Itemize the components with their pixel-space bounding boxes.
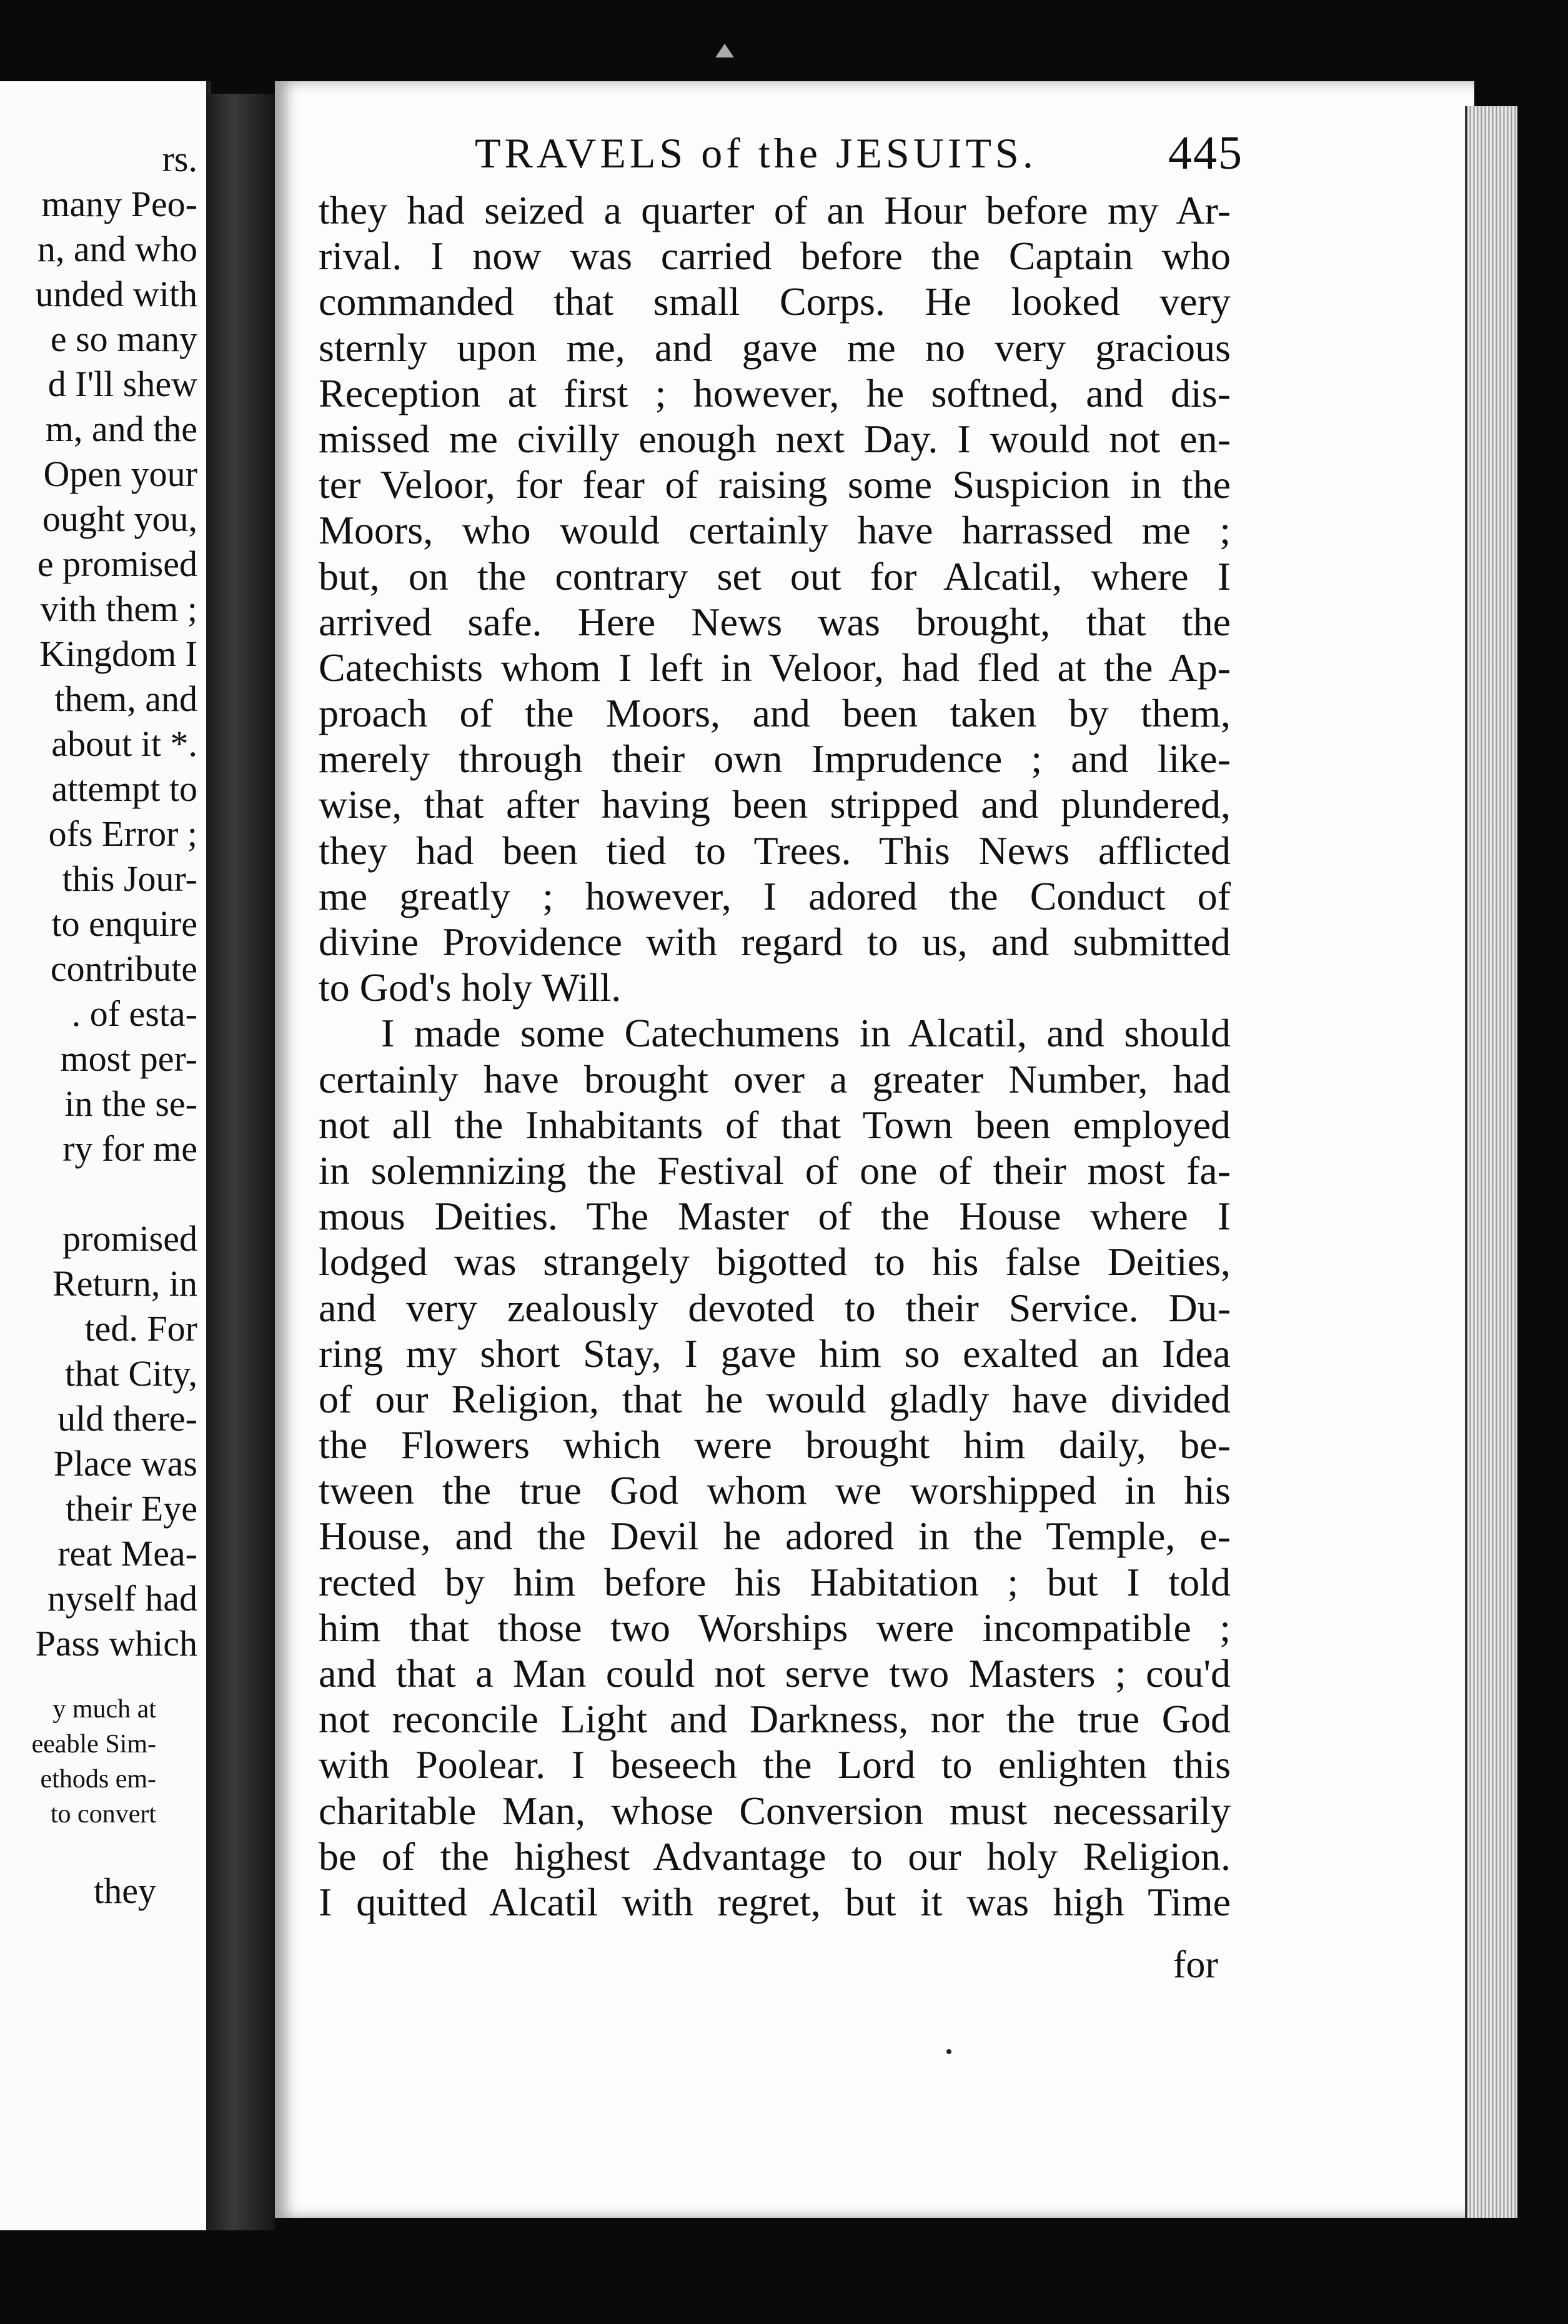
body-line: merely through their own Imprudence ; and like- [319,737,1231,782]
left-page-footnote-line: to convert [50,1800,156,1829]
left-page-line: Return, in [52,1263,197,1304]
body-line: but, on the contrary set out for Alcatil, where I [319,554,1231,598]
left-page-line: ofs Error ; [48,813,197,854]
ink-speck [946,2049,951,2054]
body-line: proach of the Moors, and been taken by them, [319,691,1231,736]
body-line: rival. I now was carried before the Captain who [319,234,1231,279]
body-line: they had been tied to Trees. This News afflicted [319,828,1231,873]
left-page-line: that City, [64,1353,197,1394]
catchword: for [1173,1944,1218,1986]
left-page-line: their Eye [66,1488,197,1529]
left-page-line: n, and who [37,229,197,269]
left-page-line: most per- [60,1038,197,1079]
body-line: not reconcile Light and Darkness, nor the true God [319,1697,1231,1742]
left-page-footnote-line: eeable Sim- [31,1730,156,1759]
body-line: commanded that small Corps. He looked very [319,279,1231,324]
body-line: I quitted Alcatil with regret, but it was high Time [319,1879,1231,1924]
body-line: the Flowers which were brought him daily, be- [319,1423,1231,1467]
body-line: divine Providence with regard to us, and submitted [319,920,1231,964]
left-page-line: about it *. [51,723,197,764]
left-page-line: rs. [162,139,197,179]
running-header [475,125,1243,181]
left-page-catchword: they [94,1870,156,1911]
left-page-line: nyself had [47,1578,197,1619]
left-page-fragment [0,81,211,2230]
left-page-line: ry for me [62,1128,197,1169]
body-line: rected by him before his Habitation ; but I told [319,1559,1231,1604]
left-page-line: promised [62,1218,197,1259]
body-line: they had seized a quarter of an Hour before my Ar- [319,188,1231,232]
body-line: House, and the Devil he adored in the Temple, e- [319,1514,1231,1559]
body-line: not all the Inhabitants of that Town been employed [319,1102,1231,1147]
left-page-line: in the se- [64,1083,197,1124]
body-line: and very zealously devoted to their Service. Du- [319,1285,1231,1330]
left-page-line: ted. For [84,1308,197,1349]
left-page-footnote-line: y much at [52,1695,156,1724]
body-line: ter Veloor, for fear of raising some Suspicion in the [319,462,1231,507]
body-line: be of the highest Advantage to our holy Religion. [319,1834,1231,1879]
body-line: Reception at first ; however, he softned, and dis- [319,370,1231,415]
body-line: with Poolear. I beseech the Lord to enlighten this [319,1742,1231,1787]
body-line: Catechists whom I left in Veloor, had fled at the Ap- [319,645,1231,690]
left-page-line: d I'll shew [47,364,197,404]
left-page-line: reat Mea- [57,1533,197,1574]
body-line: to God's holy Will. [319,965,622,1010]
left-page-line: . of esta- [71,993,197,1034]
left-page-line: Kingdom I [39,633,197,674]
left-page-line: e promised [37,544,197,584]
body-line: arrived safe. Here News was brought, that the [319,599,1231,644]
body-line: of our Religion, that he would gladly have divided [319,1376,1231,1421]
page-edges [1465,106,1517,2218]
left-page-line: contribute [50,948,197,989]
left-page-line: this Jour- [62,858,197,899]
body-text [319,187,1231,1925]
page-number: 445 [1168,127,1243,179]
body-line: tween the true God whom we worshipped in his [319,1468,1231,1513]
left-page-line: to enquire [51,903,197,944]
body-line: Moors, who would certainly have harrassed me ; [319,508,1231,553]
body-line: me greatly ; however, I adored the Conduct of [319,873,1231,918]
left-page-line: Place was [53,1443,197,1484]
body-line: mous Deities. The Master of the House where I [319,1194,1231,1239]
body-line: missed me civilly enough next Day. I would not en- [319,416,1231,461]
book-gutter [206,94,275,2230]
body-line: sternly upon me, and gave me no very gracious [319,325,1231,370]
left-page-line: uld there- [57,1398,197,1439]
left-page-line: Open your [43,454,197,494]
body-line: ring my short Stay, I gave him so exalted an Idea [319,1331,1231,1376]
left-page-line: ought you, [42,499,197,539]
body-line: certainly have brought over a greater Number, had [319,1056,1231,1101]
left-page-line: unded with [35,274,197,314]
body-line: and that a Man could not serve two Masters ; cou'd [319,1651,1231,1696]
header-title: TRAVELS of the JESUITS. [475,129,1037,177]
body-line: wise, that after having been stripped and plundered, [319,782,1231,827]
top-mark [715,44,734,57]
left-page-line: e so many [50,319,197,359]
body-line: lodged was strangely bigotted to his false Deities, [319,1239,1231,1284]
left-page-line: m, and the [45,409,197,449]
left-page-line: them, and [54,678,197,719]
left-page-line: Pass which [35,1623,197,1664]
left-page-line: attempt to [51,768,197,809]
body-line: him that those two Worships were incompatible ; [319,1605,1231,1650]
left-page-line: vith them ; [40,588,197,629]
body-line: I made some Catechumens in Alcatil, and should [381,1011,1231,1056]
body-line: charitable Man, whose Conversion must necessarily [319,1788,1231,1833]
body-line: in solemnizing the Festival of one of their most fa- [319,1148,1231,1193]
left-page-footnote-line: ethods em- [40,1765,156,1794]
left-page-line: many Peo- [41,184,197,224]
